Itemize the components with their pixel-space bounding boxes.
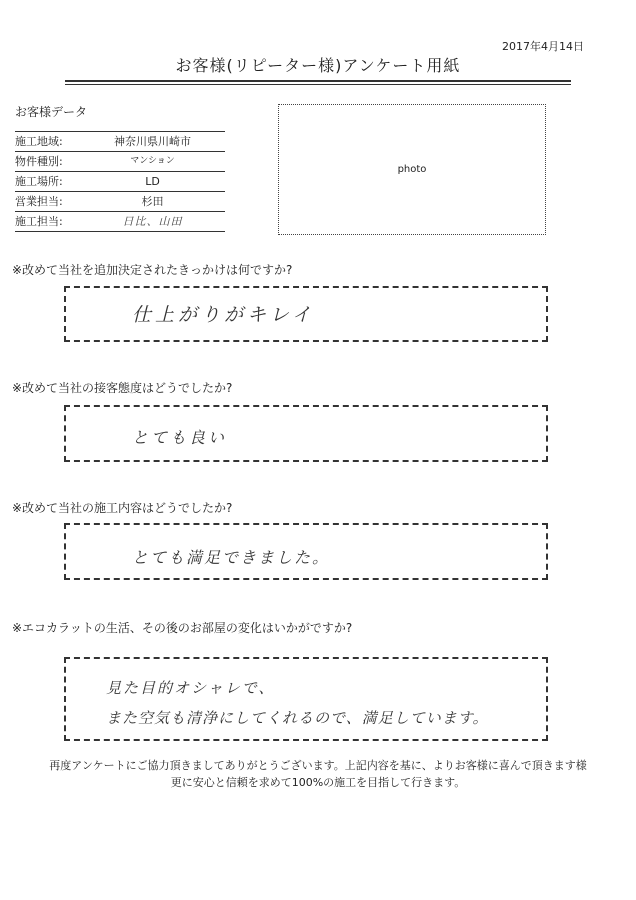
footer-line-1: 再度アンケートにご協力頂きましてありがとうございます。上記内容を基に、よりお客様に喜んで頂きます様 (49, 759, 587, 772)
info-label: 施工担当: (15, 215, 63, 228)
footer-message (30, 757, 606, 791)
footer-line-2: 更に安心と信頼を求めて100%の施工を目指して行きます。 (170, 776, 466, 789)
answer-2-text: とても良い (132, 428, 228, 447)
photo-label: photo (397, 164, 427, 175)
info-value: 杉田 (141, 195, 164, 208)
info-row-installer (15, 212, 225, 232)
customer-data-heading: お客様データ (15, 105, 88, 119)
info-value: 神奈川県川崎市 (114, 135, 191, 148)
answer-box-2 (64, 405, 548, 462)
info-row-sales-rep (15, 192, 225, 212)
info-row-location (15, 172, 225, 192)
survey-date: 2017年4月14日 (502, 40, 584, 53)
answer-box-4 (64, 657, 548, 741)
customer-data-table (15, 131, 225, 232)
info-value-handwritten: 日比、山田 (122, 215, 183, 228)
answer-4-line-2: また空気も清浄にしてくれるので、満足しています。 (106, 709, 489, 727)
info-label: 施工地域: (15, 135, 63, 148)
title-divider (65, 84, 571, 85)
answer-box-3 (64, 523, 548, 580)
info-label: 施工場所: (15, 175, 63, 188)
question-1: ※改めて当社を追加決定されたきっかけは何ですか? (12, 263, 293, 277)
question-4: ※エコカラットの生活、その後のお部屋の変化はいかがですか? (12, 621, 353, 635)
answer-3-text: とても満足できました。 (132, 548, 331, 567)
info-row-property-type (15, 152, 225, 172)
info-row-area (15, 131, 225, 152)
question-3: ※改めて当社の施工内容はどうでしたか? (12, 501, 233, 515)
page-title: お客様(リピーター様)アンケート用紙 (65, 53, 571, 82)
info-label: 営業担当: (15, 195, 63, 208)
answer-4-line-1: 見た目的オシャレで、 (106, 679, 276, 697)
info-value: LD (145, 175, 160, 188)
photo-placeholder (278, 104, 546, 235)
question-2: ※改めて当社の接客態度はどうでしたか? (12, 381, 233, 395)
info-value: マンション (130, 156, 175, 166)
answer-box-1 (64, 286, 548, 342)
info-label: 物件種別: (15, 155, 63, 168)
answer-1-text: 仕上がりがキレイ (132, 304, 315, 326)
